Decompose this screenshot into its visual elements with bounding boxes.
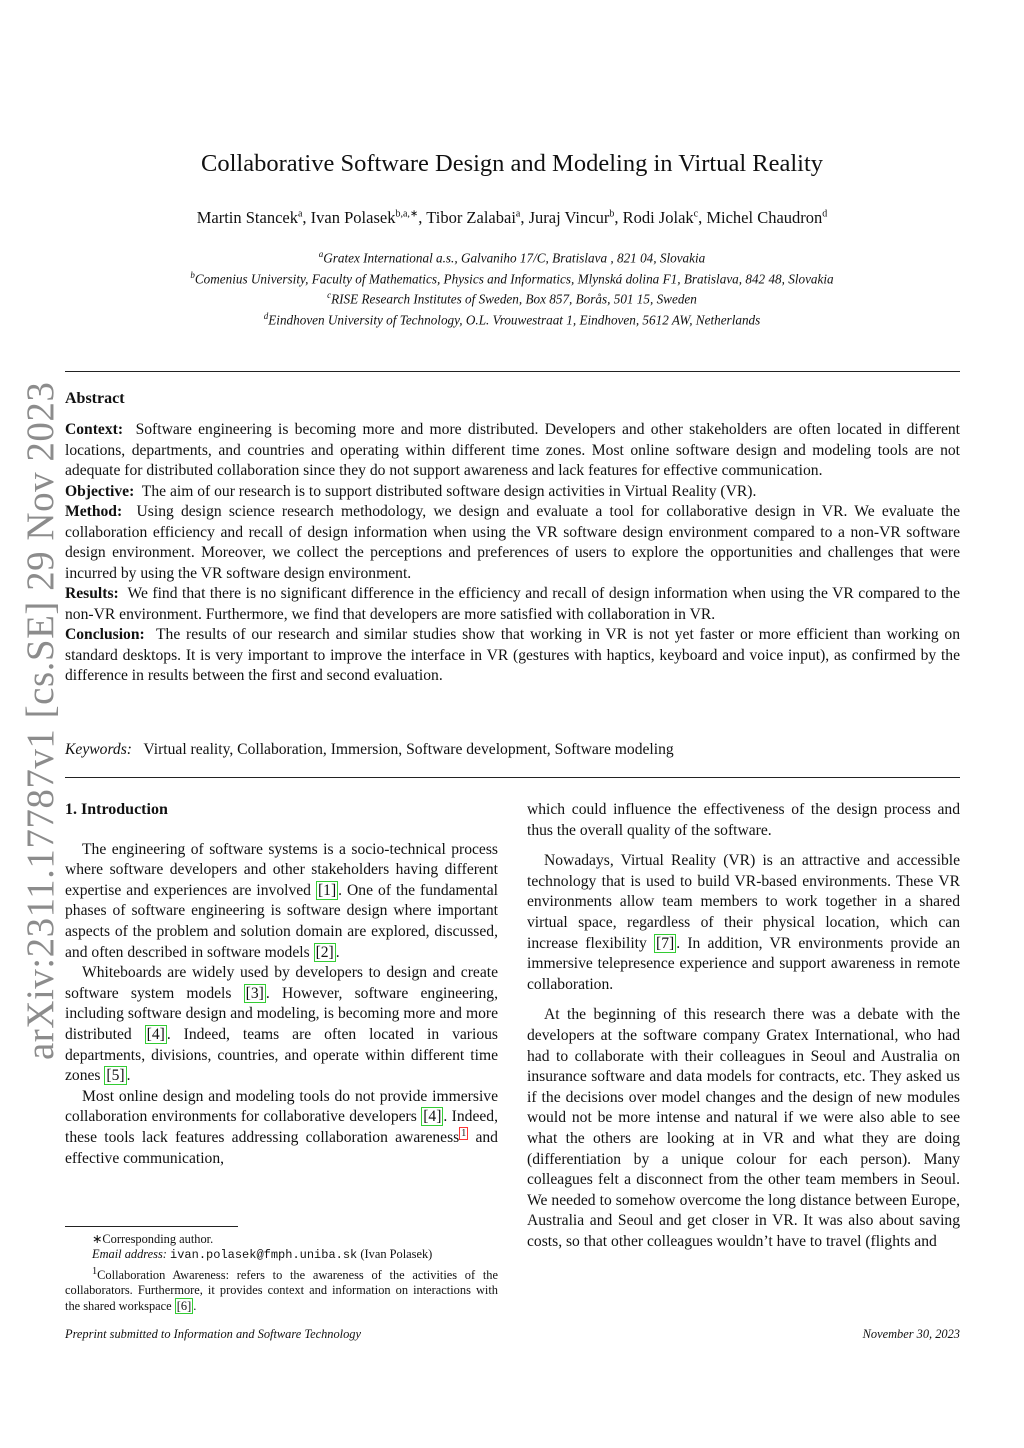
right-column [527,800,960,1252]
footer-date: November 30, 2023 [862,1327,960,1341]
paragraph: The engineering of software systems is a socio-technical process where software developers and other stakeholders having different expertise and experiences are involved [1] . One of the fundamental phases of software engineering is software design where important aspects of the problem and solution domain are explored, discussed, and often described in software models [2] . [65,840,498,961]
abstract-context: Context: Software engineering is becoming more and more distributed. Developers and other stakeholders are often located in different locations, departments, and countries and operating within different time zones. Most online software design and modeling tools are not adequate for distributed collaboration since they do not support awareness and lack features for effective communication. [65,421,961,479]
author-name: Juraj Vincur [528,208,610,227]
author-name: Michel Chaudron [706,208,823,227]
author-affil-mark: c [693,208,699,220]
footnote-1: $^1$Collaboration Awareness: refers to the awareness of the activities of the collaborators. Furthermore, it provides context and information on interactions with the shared workspace [6] . [65,1265,498,1313]
abstract-conclusion: Conclusion: The results of our research and similar studies show that working in VR is not yet faster or more efficient than working on standard desktops. It is very important to improve the interface in VR (gestures with haptics, keyboard and voice input), as confirmed by the difference in results between the first and second evaluation. [65,626,961,684]
footnotes [65,1232,498,1314]
email-link[interactable]: ivan.polasek@fmph.uniba.sk [170,1248,358,1263]
arxiv-identifier[interactable]: arXiv:2311.17787v1 [cs.SE] 29 Nov 2023 [19,381,62,1060]
abstract-heading: Abstract [65,390,125,407]
footer-journal: Preprint submitted to Information and Software Technology [65,1327,361,1341]
footnote-corresponding: ∗Corresponding author. [92,1232,214,1246]
abstract-objective: Objective: The aim of our research is to support distributed software design activities in Virtual Reality (VR). [65,482,757,500]
author-affil-mark: a [297,208,303,220]
paper-title: Collaborative Software Design and Modeling in Virtual Reality [200,150,824,177]
paragraph: At the beginning of this research there was a debate with the developers at the software company Gratex International, who had had to collaborate with their colleagues in Seoul and Australia on insurance software and data models for contracts, etc. They asked us if the decisions over model changes and the design of new modules would not be more intense and natural if we were also able to see what the others are looking at in VR and what they are doing (differentiation by a unique colour for each person). Many colleagues felt a disconnect from the other team members in Seoul. We needed to somehow overcome the long distance between Europe, Australia and Seoul and get closer in VR. It was also about saving costs, so that other colleagues wouldn’t have to travel (flights and [527,1006,960,1250]
affiliation: $^a$Gratex International a.s., Galvaniho 17/C, Bratislava , 821 04, Slovakia [318,249,706,266]
affiliation-list [0,246,1024,329]
footnote-link[interactable]: 1 [461,1127,467,1139]
left-column [65,800,498,1169]
author-list: Martin Stancek$^a$, Ivan Polasek$^{b,a,∗}$, Tibor Zalabai$^a$, Juraj Vincur$^b$, Rodi Jolak$^c$, Michel Chaudron$^d$ [196,208,828,227]
abstract-body [65,420,960,687]
section-heading: 1. Introduction [65,801,168,818]
abstract-results: Results: We find that there is no significant difference in the efficiency and recall of design information when using the VR compared to the non-VR environment. Furthermore, we find that developers are more satisfied with collaboration in VR. [65,585,960,623]
affiliation: $^c$RISE Research Institutes of Sweden, Box 857, Borås, 501 15, Sweden [327,290,697,307]
citation-link[interactable]: [4] [146,1025,165,1043]
keywords-label: Keywords: [65,741,132,758]
footnote-email: Email address: ivan.polasek@fmph.uniba.sk (Ivan Polasek) [92,1247,433,1263]
citation-link[interactable]: [1] [317,881,337,899]
author-name: Martin Stancek [196,208,298,227]
paragraph: Nowadays, Virtual Reality (VR) is an attractive and accessible technology that is used to build VR-based environments. These VR environments allow team members to work together in a shared virtual space, regardless of their physical location, which can increase flexibility [7] . In addition, VR environments provide an immersive telepresence experience and support awareness in remote collaboration. [527,852,960,993]
author-affil-mark: a [515,208,521,220]
author-affil-mark: b,a,∗ [395,208,419,220]
author-affil-mark: d [822,208,828,220]
citation-link[interactable]: [3] [245,984,264,1002]
citation-link[interactable]: [2] [315,943,334,961]
footnote-divider [65,1226,238,1227]
author-name: Tibor Zalabai [426,208,516,227]
abstract-divider [65,777,960,778]
top-divider [65,371,960,372]
affiliation: $^b$Comenius University, Faculty of Mathematics, Physics and Informatics, Mlynská dolina F1, Bratislava, 842 48, Slovakia [190,269,834,287]
citation-link[interactable]: [7] [656,934,675,952]
citation-link[interactable]: [6] [176,1298,192,1313]
paragraph: Whiteboards are widely used by developers to design and create software system models [3] . However, software engineering, including software design and modeling, is becoming more and more distributed [4] . Indeed, teams are often located in various departments, divisions, countries, and operate within different time zones [5] . [65,964,498,1085]
paragraph: Most online design and modeling tools do not provide immersive collaboration environments for collaborative developers [4] . Indeed, these tools lack features addressing collaboration awareness $^1$ and effective communication, [65,1087,498,1167]
keywords-text: Virtual reality, Collaboration, Immersion, Software development, Software modeling [143,741,674,758]
keywords [65,741,960,759]
abstract-method: Method: Using design science research methodology, we design and evaluate a tool for collaborative design in VR. We evaluate the collaboration efficiency and recall of design information when using the VR software design environment compared to a non-VR software design environment. Moreover, we collect the perceptions and preferences of users to explore the opportunities and challenges that were incurred by using the VR software design environment. [65,503,960,582]
author-affil-mark: b [609,208,615,220]
paragraph: which could influence the effectiveness of the design process and thus the overall quality of the software. [527,801,960,839]
citation-link[interactable]: [5] [106,1067,125,1085]
author-name: Ivan Polasek [310,208,396,227]
citation-link[interactable]: [4] [423,1108,442,1126]
affiliation: $^d$Eindhoven University of Technology, O.L. Vrouwestraat 1, Eindhoven, 5612 AW, Netherlands [263,311,761,328]
author-name: Rodi Jolak [622,208,694,227]
